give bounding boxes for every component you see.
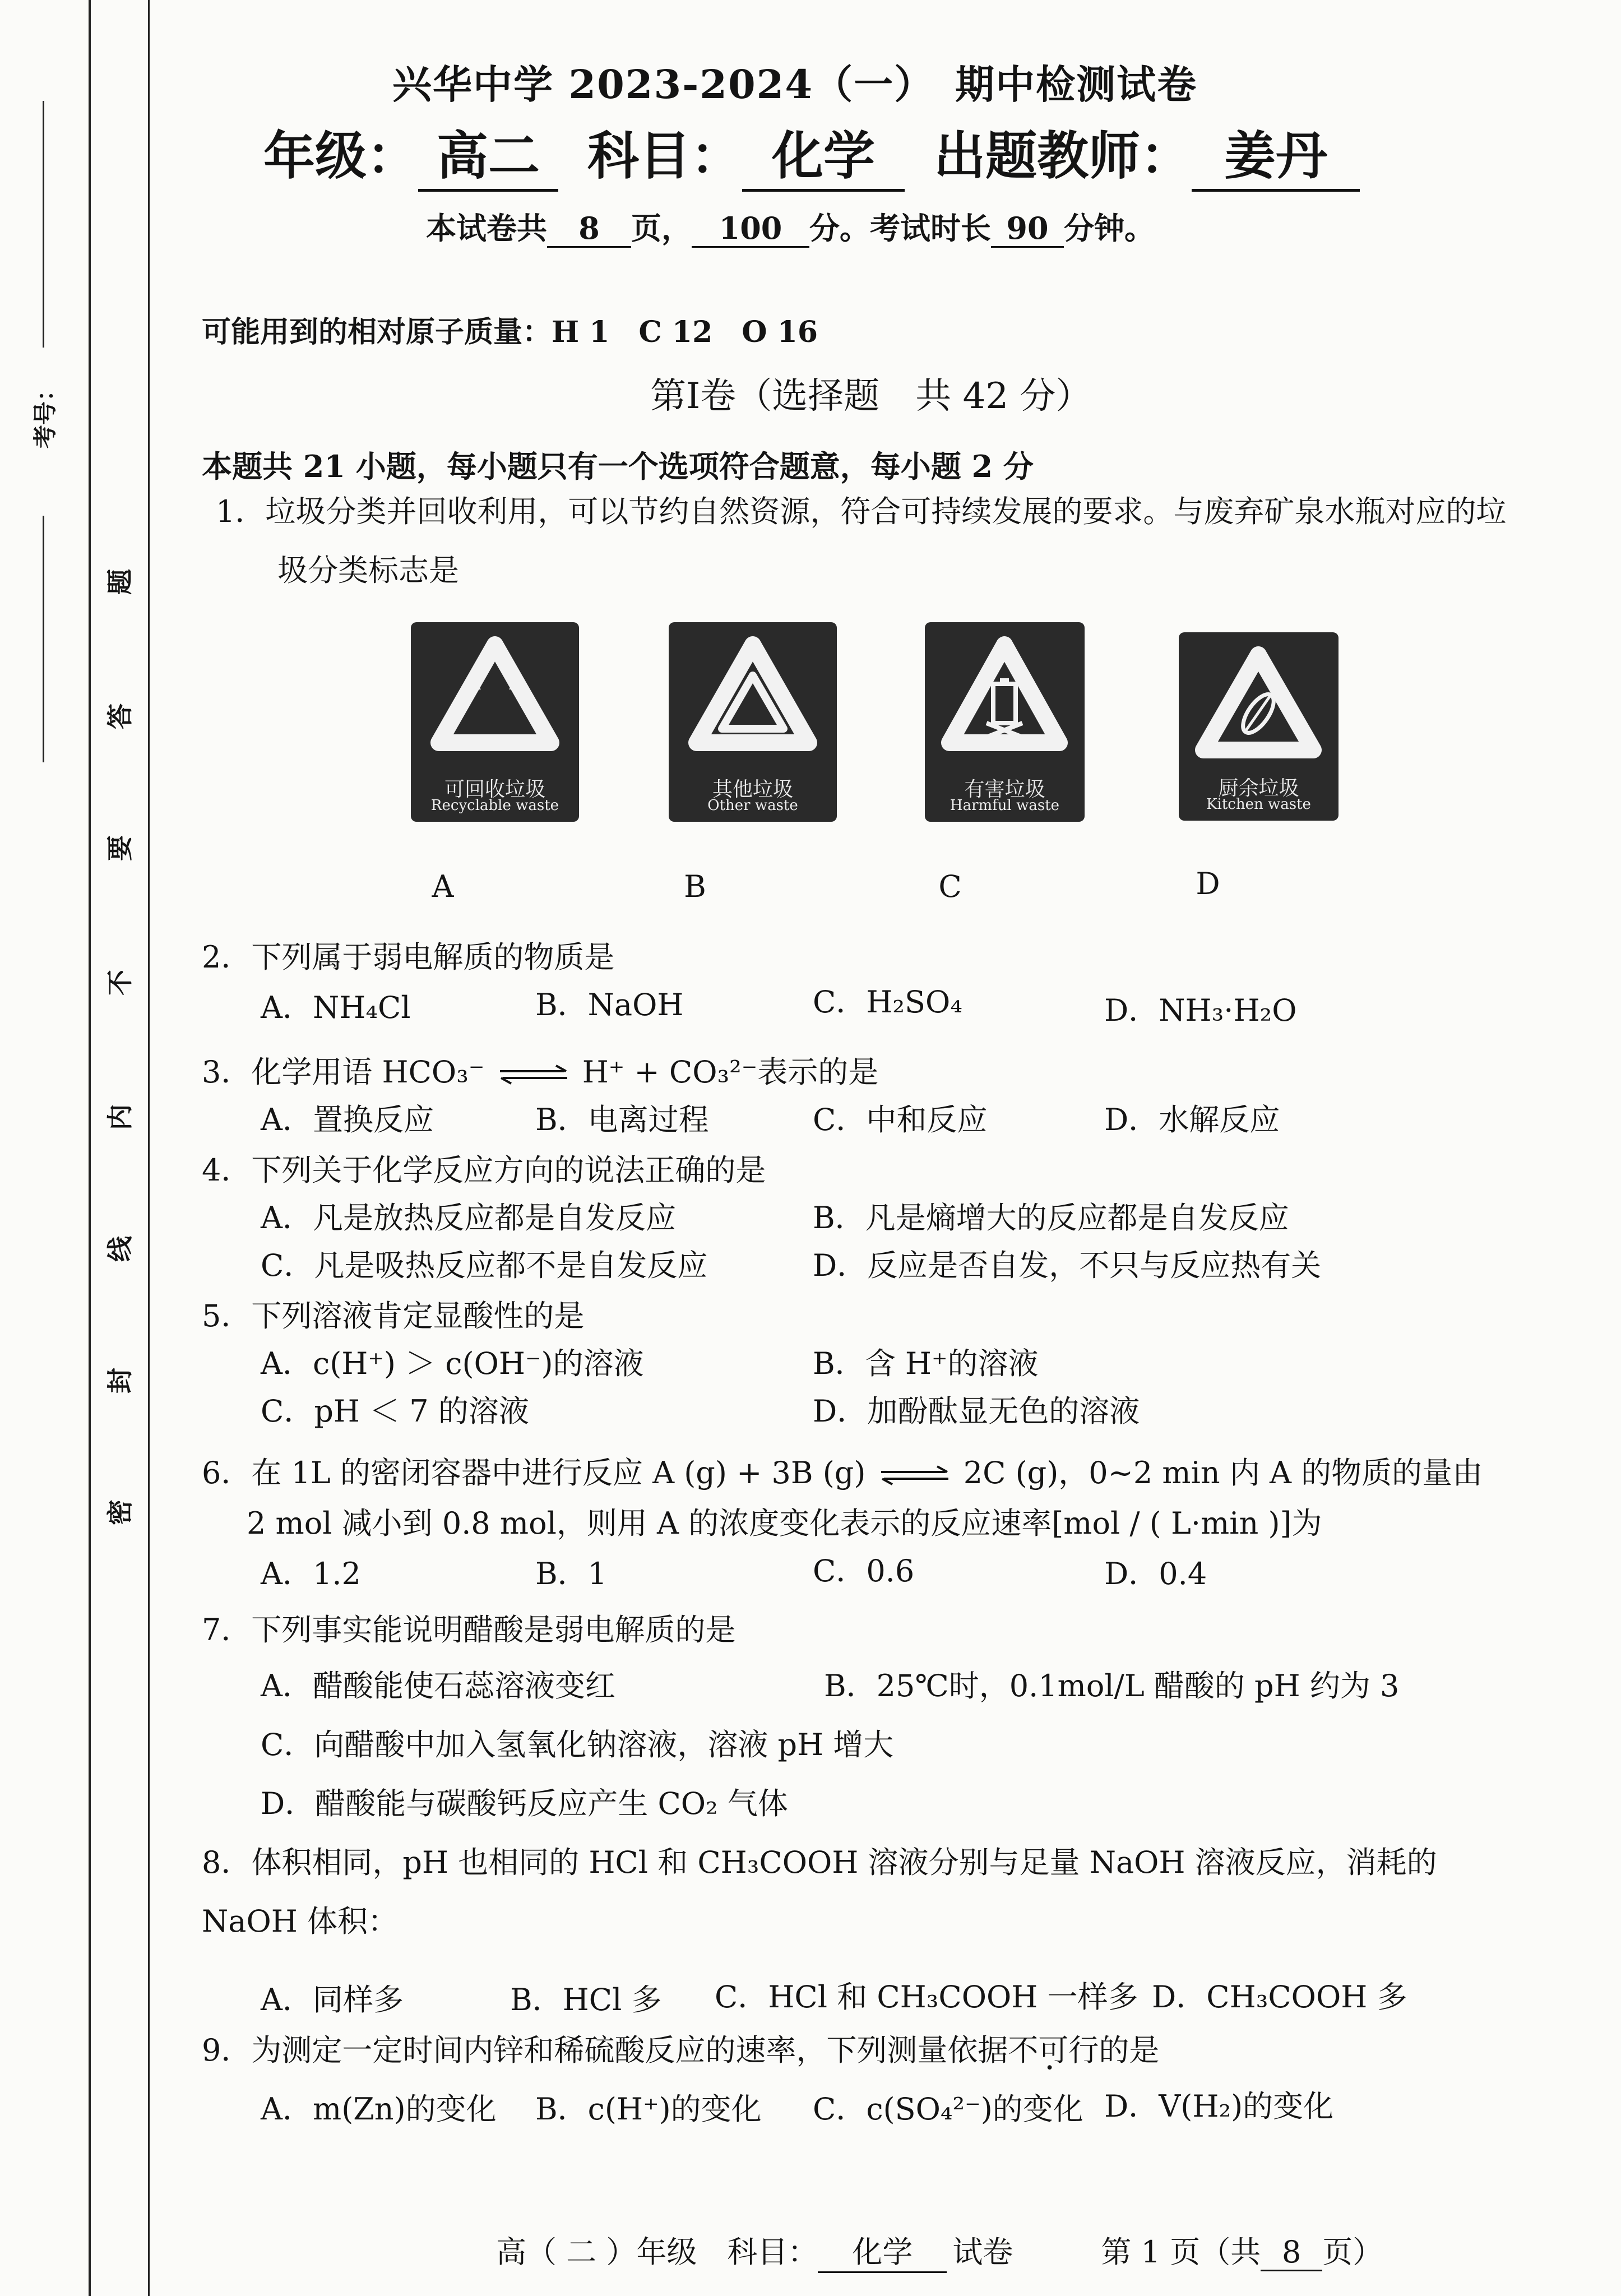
q4-option-d: D．反应是否自发，不只与反应热有关 xyxy=(813,1248,1322,1283)
q1-option-d: D xyxy=(1196,866,1220,901)
score-unit: 分。考试时长 xyxy=(809,210,991,246)
q7-option-c: C．向醋酸中加入氢氧化钠溶液，溶液 pH 增大 xyxy=(261,1727,894,1762)
q5-option-a: A．c(H⁺) ＞ c(OH⁻)的溶液 xyxy=(261,1346,644,1381)
q5-stem: 5．下列溶液肯定显酸性的是 xyxy=(202,1298,585,1334)
q6-stem-line2: 2 mol 减小到 0.8 mol，则用 A 的浓度变化表示的反应速率[mol / ( L·min )]为 xyxy=(247,1506,1322,1541)
q1-stem-line1: 1．垃圾分类并回收利用，可以节约自然资源，符合可持续发展的要求。与废弃矿泉水瓶对应的垃 xyxy=(216,494,1507,529)
margin-outer-line xyxy=(89,0,91,2296)
q8-option-a: A．同样多 xyxy=(261,1982,404,2017)
bin-label-cn: 可回收垃圾 xyxy=(444,778,545,801)
q4-option-c: C．凡是吸热反应都不是自发反应 xyxy=(261,1248,708,1283)
q9-stem-emphasis: 不可行 xyxy=(1008,2033,1099,2068)
q2-option-c: C．H₂SO₄ xyxy=(813,984,962,1020)
exam-number-underline-2 xyxy=(43,516,44,762)
teacher-label: 出题教师： xyxy=(934,126,1192,186)
q7-option-a: A．醋酸能使石蕊溶液变红 xyxy=(261,1668,615,1704)
q8-option-d: D．CH₃COOH 多 xyxy=(1152,1979,1407,2015)
waste-bin-recyclable xyxy=(411,622,579,822)
seal-char-feng: 封 xyxy=(105,1368,135,1394)
q3-stem-post: H⁺ + CO₃²⁻表示的是 xyxy=(582,1054,879,1090)
q8-stem-line2: NaOH 体积： xyxy=(202,1904,398,1939)
q4-option-b: B．凡是熵增大的反应都是自发反应 xyxy=(813,1200,1289,1235)
waste-bin-other xyxy=(669,622,837,822)
q9-stem-pre: 9．为测定一定时间内锌和稀硫酸反应的速率，下列测量依据 xyxy=(202,2033,1008,2068)
bin-label-en: Harmful waste xyxy=(950,797,1060,814)
margin-inner-line xyxy=(148,0,150,2296)
q6-option-d: D．0.4 xyxy=(1104,1556,1207,1591)
time-unit: 分钟。 xyxy=(1064,210,1155,246)
bin-label-en: Other waste xyxy=(707,797,798,814)
q2-stem: 2．下列属于弱电解质的物质是 xyxy=(202,939,615,975)
seal-char-mi: 密 xyxy=(105,1499,135,1525)
q3-option-b: B．电离过程 xyxy=(535,1102,709,1137)
q7-option-b: B．25℃时，0.1mol/L 醋酸的 pH 约为 3 xyxy=(824,1668,1400,1704)
q6-stem-line1 xyxy=(202,1449,1483,1492)
triangle-other-icon xyxy=(669,622,837,768)
seal-char-ti: 题 xyxy=(105,569,135,595)
section-intro: 本题共 21 小题，每小题只有一个选项符合题意，每小题 2 分 xyxy=(202,448,1034,484)
exam-title: 兴华中学 2023-2024（一） 期中检测试卷 xyxy=(392,61,1198,108)
grade-label: 年级： xyxy=(263,126,419,186)
subject-label: 科目： xyxy=(587,126,743,186)
q6-option-c: C．0.6 xyxy=(813,1553,915,1589)
bin-label-cn: 厨余垃圾 xyxy=(1218,777,1299,800)
q1-option-a: A xyxy=(432,869,454,904)
score-value: 100 xyxy=(692,210,809,248)
grade-value: 高二 xyxy=(418,115,558,192)
pages-prefix: 本试卷共 xyxy=(426,210,547,246)
bin-label-cn: 有害垃圾 xyxy=(964,778,1045,801)
q9-stem xyxy=(202,2026,1159,2070)
q4-stem: 4．下列关于化学反应方向的说法正确的是 xyxy=(202,1152,766,1188)
atomic-masses: 可能用到的相对原子质量：H 1 C 12 O 16 xyxy=(202,315,818,349)
pages-value: 8 xyxy=(547,210,631,248)
footer-grade: 高（ 二 ）年级 科目： xyxy=(496,2234,818,2270)
section-title: 第Ⅰ卷（选择题 共 42 分） xyxy=(650,376,1092,417)
q8-option-b: B．HCl 多 xyxy=(510,1982,662,2017)
q6-option-b: B．1 xyxy=(535,1556,608,1591)
q9-option-d: D．V(H₂)的变化 xyxy=(1104,2089,1334,2124)
q9-option-a: A．m(Zn)的变化 xyxy=(261,2091,497,2127)
q6-stem-post: 2C (g)，0~2 min 内 A 的物质的量由 xyxy=(963,1455,1483,1490)
recycle-arrows-icon xyxy=(411,622,579,768)
q4-option-a: A．凡是放热反应都是自发反应 xyxy=(261,1200,676,1235)
exam-meta xyxy=(426,205,1155,248)
q2-option-a: A．NH₄Cl xyxy=(261,990,411,1025)
q3-stem-pre: 3．化学用语 HCO₃⁻ xyxy=(202,1054,485,1090)
pages-unit: 页， xyxy=(631,210,692,246)
q9-option-b: B．c(H⁺)的变化 xyxy=(535,2091,762,2127)
q3-option-d: D．水解反应 xyxy=(1104,1102,1280,1137)
fish-bone-icon xyxy=(1179,632,1339,772)
teacher-value: 姜丹 xyxy=(1192,115,1360,192)
waste-bin-kitchen xyxy=(1179,632,1339,821)
page-footer xyxy=(496,2228,1383,2273)
q3-option-a: A．置换反应 xyxy=(261,1102,434,1137)
q2-option-b: B．NaOH xyxy=(535,987,684,1022)
q2-option-d: D．NH₃·H₂O xyxy=(1104,993,1297,1028)
q9-stem-post: 的是 xyxy=(1099,2033,1160,2068)
footer-page-suffix: 页） xyxy=(1322,2234,1383,2270)
footer-suffix: 试卷 xyxy=(952,2234,1013,2270)
bin-label-en: Kitchen waste xyxy=(1206,796,1311,813)
seal-char-yao: 要 xyxy=(105,835,135,861)
q5-option-b: B．含 H⁺的溶液 xyxy=(813,1346,1039,1381)
q7-option-d: D．醋酸能与碳酸钙反应产生 CO₂ 气体 xyxy=(261,1786,788,1821)
seal-char-nei: 内 xyxy=(105,1104,135,1130)
seal-char-bu: 不 xyxy=(105,970,135,996)
bin-label-en: Recyclable waste xyxy=(430,797,559,814)
footer-page-total: 8 xyxy=(1261,2234,1322,2271)
bin-label-cn: 其他垃圾 xyxy=(712,778,793,801)
footer-page-prefix: 第 1 页（共 xyxy=(1101,2234,1261,2270)
footer-subject: 化学 xyxy=(818,2228,947,2273)
q3-stem xyxy=(202,1048,878,1091)
subject-value: 化学 xyxy=(742,115,905,192)
exam-number-underline xyxy=(43,101,44,348)
exam-info-row xyxy=(263,115,1360,192)
q6-option-a: A．1.2 xyxy=(261,1556,361,1591)
seal-char-xian: 线 xyxy=(105,1236,135,1262)
equilibrium-arrow-icon xyxy=(876,1464,954,1487)
equilibrium-arrow-icon xyxy=(494,1063,573,1086)
q1-option-c: C xyxy=(938,869,962,904)
q3-option-c: C．中和反应 xyxy=(813,1102,988,1137)
waste-bin-harmful xyxy=(925,622,1085,822)
q6-stem-pre: 6．在 1L 的密闭容器中进行反应 A (g) + 3B (g) xyxy=(202,1455,866,1490)
battery-crossed-icon xyxy=(925,622,1085,768)
q5-option-c: C．pH ＜ 7 的溶液 xyxy=(261,1394,529,1429)
time-value: 90 xyxy=(991,210,1064,248)
q9-option-c: C．c(SO₄²⁻)的变化 xyxy=(813,2091,1083,2127)
exam-number-label: 考号： xyxy=(31,377,59,448)
seal-char-da: 答 xyxy=(105,703,135,729)
q5-option-d: D．加酚酞显无色的溶液 xyxy=(813,1394,1140,1429)
q8-stem-line1: 8．体积相同，pH 也相同的 HCl 和 CH₃COOH 溶液分别与足量 NaOH 溶液反应，消耗的 xyxy=(202,1845,1437,1880)
q1-stem-line2: 圾分类标志是 xyxy=(277,553,459,588)
q8-option-c: C．HCl 和 CH₃COOH 一样多 xyxy=(715,1979,1138,2015)
q7-stem: 7．下列事实能说明醋酸是弱电解质的是 xyxy=(202,1612,736,1647)
q1-option-b: B xyxy=(684,869,706,904)
